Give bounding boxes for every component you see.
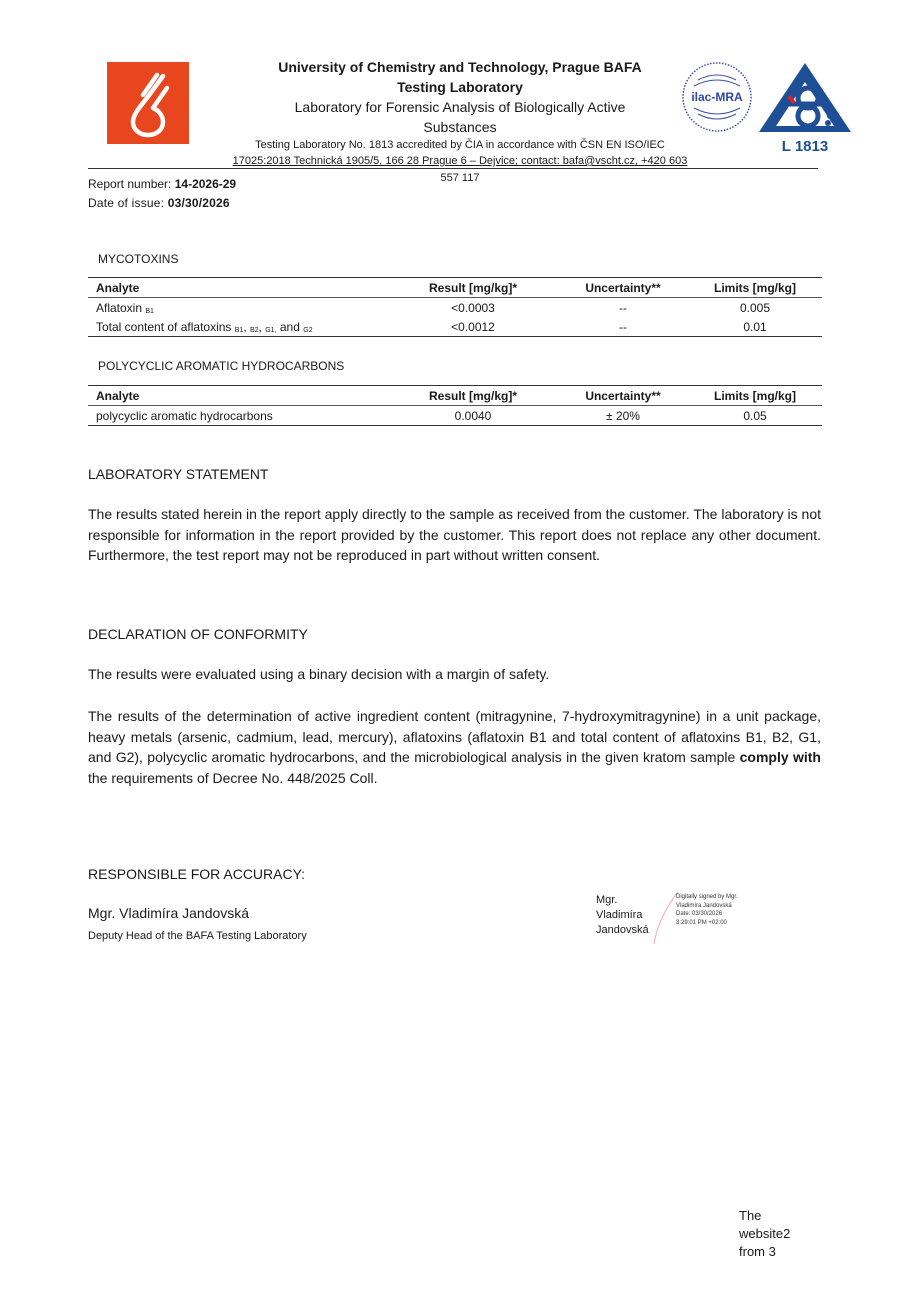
uncertainty-cell: -- — [619, 319, 627, 334]
column-header: Analyte — [88, 386, 388, 406]
responsible-name: Mgr. Vladimíra Jandovská — [88, 905, 250, 921]
cai-accreditation-logo — [756, 60, 854, 155]
svg-text:L 1813: L 1813 — [781, 138, 829, 155]
lab-statement-text: The results stated herein in the report apply directly to the sample as received from the customer. The laboratory is not responsible for information in the report provided by the customer. This report does not replace any other document. Furthermore, the test report may not be reproduced in part without written consent. — [88, 506, 821, 563]
svg-text:ilac-MRA: ilac-MRA — [691, 90, 743, 104]
uncertainty-cell: ± 20% — [606, 408, 640, 423]
limit-cell: 0.005 — [739, 300, 771, 315]
institution-name: University of Chemistry and Technology, Prague BAFA — [278, 59, 642, 75]
limit-cell: 0.05 — [743, 408, 767, 423]
table-row — [88, 298, 822, 318]
date-of-issue — [88, 196, 230, 210]
address-contact: 17025:2018 Technická 1905/5, 166 28 Prague 6 – Dejvice; contact: bafa@vscht.cz, +420 603 — [232, 155, 688, 167]
comply-emphasis: comply with — [739, 749, 821, 765]
vscht-logo — [107, 62, 189, 144]
phone-continuation: 557 117 — [440, 172, 480, 184]
result-cell: 0.0040 — [454, 408, 492, 423]
laboratory-subtitle-cont: Substances — [423, 119, 497, 135]
pah-title: POLYCYCLIC AROMATIC HYDROCARBONS — [98, 359, 345, 373]
responsible-role: Deputy Head of the BAFA Testing Laboratory — [88, 930, 307, 942]
digital-signature-info: Digitally signed by Mgr. Vladimíra Jandovská Date: 03/30/2026 3:29:01 PM +02:00 — [676, 894, 738, 926]
declaration-title: DECLARATION OF CONFORMITY — [88, 626, 308, 642]
limit-cell: 0.01 — [743, 319, 767, 334]
column-header: Result [mg/kg]* — [388, 386, 558, 406]
table-row — [88, 317, 822, 337]
ilac-mra-logo — [680, 60, 754, 134]
column-header: Limits [mg/kg] — [688, 386, 822, 406]
result-cell: <0.0012 — [451, 319, 495, 334]
uncertainty-cell: -- — [619, 300, 627, 315]
laboratory-name: Testing Laboratory — [397, 79, 523, 95]
laboratory-subtitle: Laboratory for Forensic Analysis of Biologically Active — [294, 99, 626, 115]
header-divider — [88, 168, 818, 169]
lab-statement-title: LABORATORY STATEMENT — [88, 466, 269, 482]
table-header-row — [88, 386, 822, 406]
accreditation-text: Testing Laboratory No. 1813 accredited by ČIA in accordance with ČSN EN ISO/IEC — [255, 139, 665, 151]
date-value: 03/30/2026 — [167, 196, 230, 210]
date-label: Date of issue: — [88, 196, 168, 210]
page-indicator: The website2 from 3 — [739, 1208, 791, 1259]
table-header-row — [88, 278, 822, 298]
column-header: Uncertainty** — [558, 278, 688, 298]
signature-name: Mgr. Vladimíra Jandovská — [596, 894, 649, 936]
result-cell: <0.0003 — [451, 300, 495, 315]
column-header: Limits [mg/kg] — [688, 278, 822, 298]
ilac-mra-icon — [680, 60, 754, 134]
analyte-cell: polycyclic aromatic hydrocarbons — [96, 408, 273, 423]
cai-triangle-icon — [756, 60, 854, 155]
mycotoxins-table — [88, 277, 822, 337]
declaration-text: The results of the determination of active ingredient content (mitragynine, 7-hydroxymitragynine) in a unit package, heavy metals (arsenic, cadmium, lead, mercury), aflatoxins (aflatoxin B1 and total content of aflatoxins B1, B2, G1, and G2), polycyclic aromatic hydrocarbons, and the microbiological analysis in the given kratom sample comply with the requirements of Decree No. 448/2025 Coll. — [88, 708, 821, 786]
responsible-title: RESPONSIBLE FOR ACCURACY: — [88, 866, 306, 882]
column-header: Analyte — [88, 278, 388, 298]
report-number-value: 14-2026-29 — [174, 177, 237, 191]
column-header: Uncertainty** — [558, 386, 688, 406]
column-header: Result [mg/kg]* — [388, 278, 558, 298]
pah-table — [88, 385, 822, 426]
drop-logo-icon — [107, 62, 189, 144]
report-number-label: Report number: — [88, 177, 175, 191]
report-number — [88, 177, 236, 191]
analyte-cell: Total content of aflatoxins B1, B2, G1, and G2 — [96, 319, 313, 334]
mycotoxins-title: MYCOTOXINS — [98, 252, 179, 266]
analyte-cell: Aflatoxin B1 — [96, 300, 154, 315]
table-row — [88, 406, 822, 426]
declaration-method: The results were evaluated using a binary decision with a margin of safety. — [88, 666, 550, 682]
